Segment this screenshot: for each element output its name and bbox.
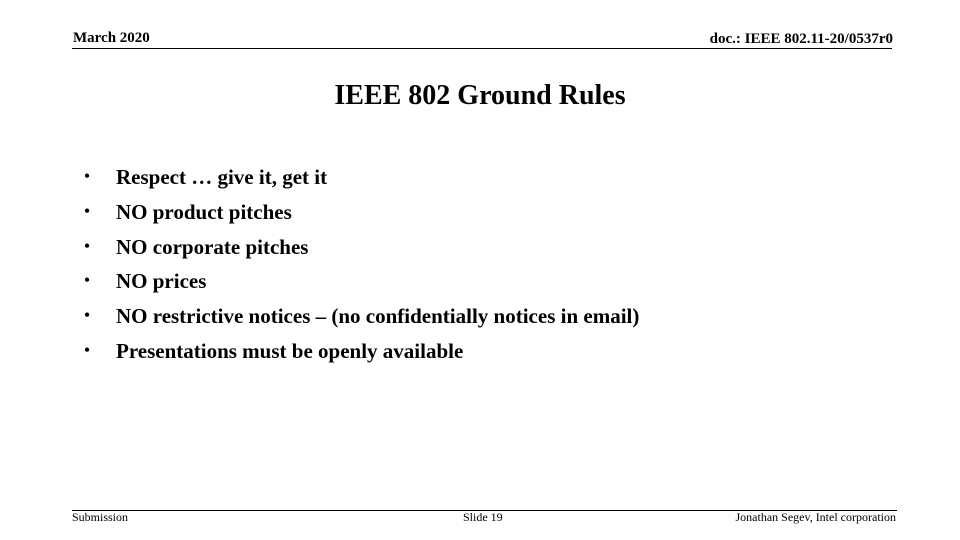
bullet-marker: • [84,272,90,290]
bullet-marker: • [84,307,90,325]
bullet-text: Respect … give it, get it [116,165,328,189]
bullet-marker: • [84,168,90,185]
bullet-text: Presentations must be openly available [116,338,464,363]
bullet-text: NO restrictive notices – (no confidentially notices in email) [116,304,640,329]
footer-slide-number: Slide 19 [463,510,503,524]
header-date: March 2020 [73,30,150,46]
footer-author: Jonathan Segev, Intel corporation [735,510,896,524]
bullet-text: NO prices [116,269,207,294]
slide-title: IEEE 802 Ground Rules [334,80,626,111]
footer-submission: Submission [72,510,129,524]
bullet-text: NO product pitches [116,199,292,224]
bullet-marker: • [84,202,90,220]
bullet-marker: • [84,237,90,255]
bullet-marker: • [84,341,90,359]
bullet-text: NO corporate pitches [116,234,309,259]
header-doc-id: doc.: IEEE 802.11-20/0537r0 [709,31,893,47]
header-divider [72,48,892,49]
